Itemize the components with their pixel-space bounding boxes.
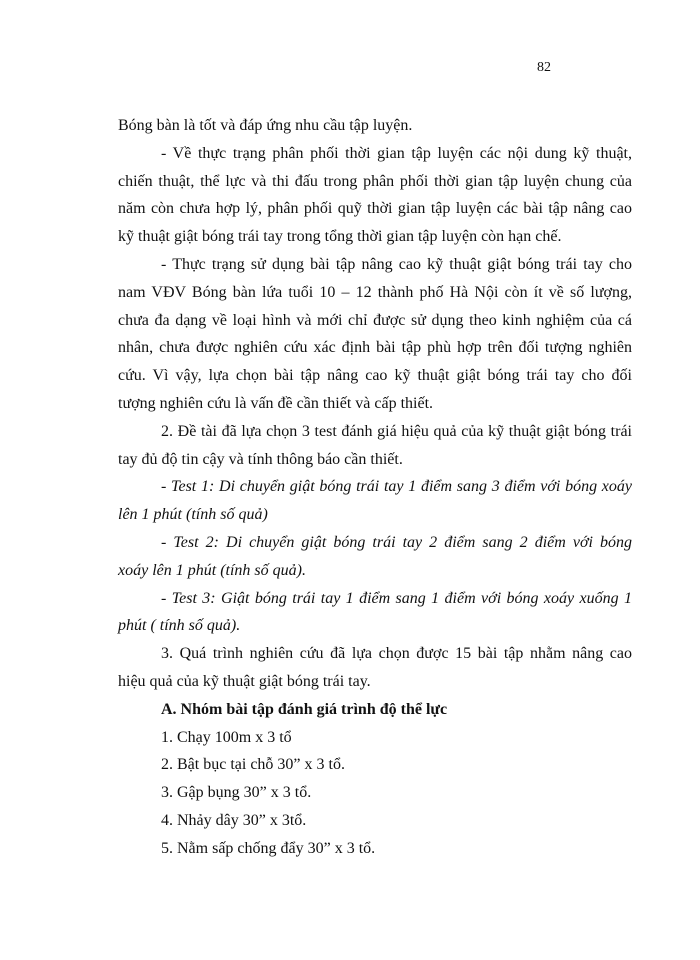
test-item-line: phút ( tính số quả). [118, 617, 241, 635]
text-line: tay đủ độ tin cậy và tính thông báo cần thiết. [118, 450, 403, 468]
text-line: nam VĐV Bóng bàn lứa tuổi 10 – 12 thành phố Hà Nội còn ít về số lượng, [118, 283, 632, 301]
test-item-line: lên 1 phút (tính số quả) [118, 506, 268, 524]
text-line: năm còn chưa hợp lý, phân phối quỹ thời gian tập luyện các bài tập nâng cao [118, 200, 632, 218]
test-item-line: - Test 1: Di chuyển giật bóng trái tay 1 điểm sang 3 điểm với bóng xoáy [161, 478, 632, 496]
document-body [118, 112, 632, 863]
list-item: 1. Chạy 100m x 3 tổ [161, 728, 292, 746]
text-line: chưa đa dạng về loại hình và mới chỉ được sử dụng theo kinh nghiệm của cá [118, 311, 632, 329]
list-item: 2. Bật bục tại chỗ 30” x 3 tổ. [161, 756, 345, 774]
text-line: nhân, chưa được nghiên cứu xác định bài tập phù hợp trên đối tượng nghiên [118, 339, 632, 357]
list-item: 5. Nằm sấp chống đẩy 30” x 3 tổ. [161, 839, 376, 857]
page-number: 82 [537, 60, 551, 75]
list-item: 3. Gập bụng 30” x 3 tổ. [161, 784, 312, 802]
test-item-line: - Test 2: Di chuyển giật bóng trái tay 2 điểm sang 2 điểm với bóng [161, 533, 632, 551]
test-item-line: xoáy lên 1 phút (tính số quả). [118, 561, 306, 579]
text-line: chiến thuật, thể lực và thi đấu trong phân phối thời gian tập luyện chung của [118, 172, 632, 190]
text-line: hiệu quả của kỹ thuật giật bóng trái tay. [118, 672, 371, 690]
text-line: Bóng bàn là tốt và đáp ứng nhu cầu tập luyện. [118, 117, 413, 134]
text-line: cứu. Vì vậy, lựa chọn bài tập nâng cao kỹ thuật giật bóng trái tay cho đối [118, 367, 632, 385]
section-heading: A. Nhóm bài tập đánh giá trình độ thể lực [161, 700, 448, 718]
text-line: - Về thực trạng phân phối thời gian tập luyện các nội dung kỹ thuật, [161, 144, 632, 162]
text-line: - Thực trạng sử dụng bài tập nâng cao kỹ thuật giật bóng trái tay cho [161, 255, 632, 273]
text-line: tượng nghiên cứu là vấn đề cần thiết và cấp thiết. [118, 394, 434, 412]
test-item-line: - Test 3: Giật bóng trái tay 1 điểm sang 1 điểm với bóng xoáy xuống 1 [161, 589, 632, 607]
text-line: 2. Đề tài đã lựa chọn 3 test đánh giá hiệu quả của kỹ thuật giật bóng trái [161, 422, 632, 440]
text-line: kỹ thuật giật bóng trái tay trong tổng thời gian tập luyện còn hạn chế. [118, 228, 562, 246]
list-item: 4. Nhảy dây 30” x 3tổ. [161, 811, 307, 829]
text-line: 3. Quá trình nghiên cứu đã lựa chọn được 15 bài tập nhằm nâng cao [161, 645, 632, 663]
